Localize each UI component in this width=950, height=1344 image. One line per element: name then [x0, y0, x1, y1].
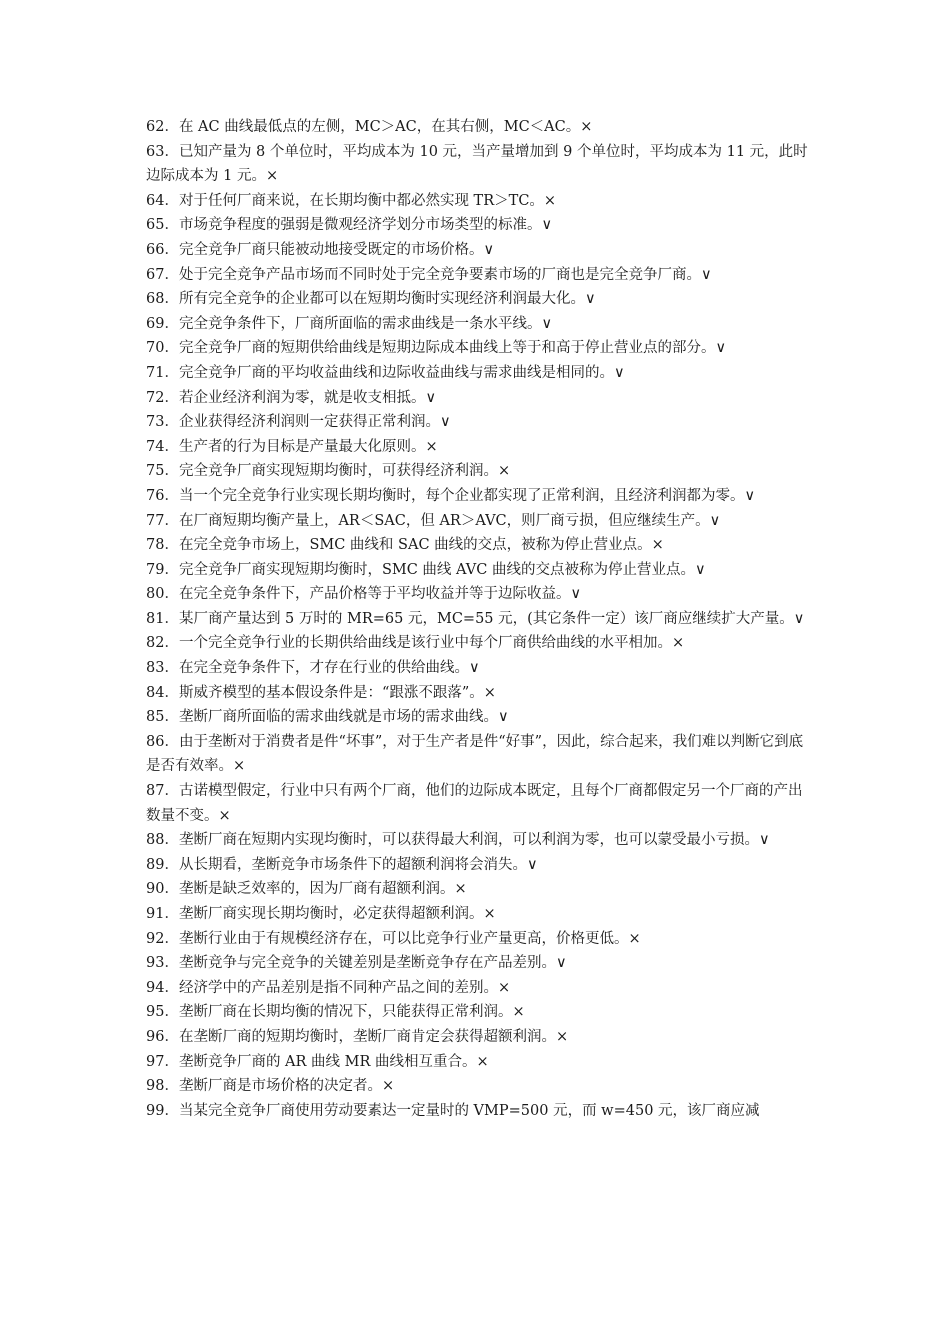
list-item-81: 81．某厂商产量达到 5 万时的 MR=65 元，MC=55 元，(其它条件一定）该厂商应继续扩大产量。∨ — [146, 610, 805, 627]
list-item-82: 82．一个完全竞争行业的长期供给曲线是该行业中每个厂商供给曲线的水平相加。× — [146, 635, 685, 652]
list-item-65: 65．市场竞争程度的强弱是微观经济学划分市场类型的标准。∨ — [146, 217, 553, 234]
list-item-78: 78．在完全竞争市场上，SMC 曲线和 SAC 曲线的交点，被称为停止营业点。× — [146, 537, 664, 554]
list-item-86: 86．由于垄断对于消费者是件“坏事”，对于生产者是件“好事”，因此，综合起来，我们难以判断它到底是否有效率。× — [146, 733, 804, 775]
list-item-88: 88．垄断厂商在短期内实现均衡时，可以获得最大利润，可以利润为零，也可以蒙受最小亏损。∨ — [146, 832, 770, 849]
list-item-63: 63．已知产量为 8 个单位时，平均成本为 10 元，当产量增加到 9 个单位时，平均成本为 11 元，此时边际成本为 1 元。× — [146, 143, 808, 185]
question-list — [146, 115, 812, 1123]
list-item-83: 83．在完全竞争条件下，才存在行业的供给曲线。∨ — [146, 660, 480, 677]
list-item-93: 93．垄断竞争与完全竞争的关键差别是垄断竞争存在产品差别。∨ — [146, 955, 567, 972]
list-item-70: 70．完全竞争厂商的短期供给曲线是短期边际成本曲线上等于和高于停止营业点的部分。∨ — [146, 340, 727, 357]
list-item-89: 89．从长期看，垄断竞争市场条件下的超额利润将会消失。∨ — [146, 856, 538, 873]
list-item-84: 84．斯威齐模型的基本假设条件是：“跟涨不跟落”。× — [146, 684, 496, 701]
list-item-91: 91．垄断厂商实现长期均衡时，必定获得超额利润。× — [146, 906, 496, 922]
list-item-85: 85．垄断厂商所面临的需求曲线就是市场的需求曲线。∨ — [146, 709, 509, 726]
list-item-64: 64．对于任何厂商来说，在长期均衡中都必然实现 TR＞TC。× — [146, 192, 557, 209]
list-item-79: 79．完全竞争厂商实现短期均衡时，SMC 曲线 AVC 曲线的交点被称为停止营业点。∨ — [146, 561, 706, 578]
list-item-69: 69．完全竞争条件下，厂商所面临的需求曲线是一条水平线。∨ — [146, 315, 553, 332]
list-item-92: 92．垄断行业由于有规模经济存在，可以比竞争行业产量更高，价格更低。× — [146, 930, 641, 947]
list-item-76: 76．当一个完全竞争行业实现长期均衡时，每个企业都实现了正常利润，且经济利润都为零。∨ — [146, 487, 756, 504]
list-item-90: 90．垄断是缺乏效率的，因为厂商有超额利润。× — [146, 881, 467, 898]
list-item-68: 68．所有完全竞争的企业都可以在短期均衡时实现经济利润最大化。∨ — [146, 291, 596, 308]
list-item-96: 96．在垄断厂商的短期均衡时，垄断厂商肯定会获得超额利润。× — [146, 1028, 569, 1045]
list-item-73: 73．企业获得经济利润则一定获得正常利润。∨ — [146, 414, 451, 431]
list-item-95: 95．垄断厂商在长期均衡的情况下，只能获得正常利润。× — [146, 1004, 525, 1021]
list-item-98: 98．垄断厂商是市场价格的决定者。× — [146, 1078, 395, 1095]
list-item-80: 80．在完全竞争条件下，产品价格等于平均收益并等于边际收益。∨ — [146, 586, 582, 603]
list-item-67: 67．处于完全竞争产品市场而不同时处于完全竞争要素市场的厂商也是完全竞争厂商。∨ — [146, 266, 712, 283]
list-item-72: 72．若企业经济利润为零，就是收支相抵。∨ — [146, 389, 437, 406]
list-item-75: 75．完全竞争厂商实现短期均衡时，可获得经济利润。× — [146, 463, 511, 480]
list-item-66: 66．完全竞争厂商只能被动地接受既定的市场价格。∨ — [146, 241, 495, 258]
list-item-99: 99．当某完全竞争厂商使用劳动要素达一定量时的 VMP=500 元，而 w=450 元，该厂商应减 — [146, 1102, 760, 1119]
list-item-74: 74．生产者的行为目标是产量最大化原则。× — [146, 438, 438, 455]
list-item-94: 94．经济学中的产品差别是指不同种产品之间的差别。× — [146, 979, 511, 996]
list-item-97: 97．垄断竞争厂商的 AR 曲线 MR 曲线相互重合。× — [146, 1053, 489, 1070]
list-item-62: 62．在 AC 曲线最低点的左侧，MC＞AC，在其右侧，MC＜AC。× — [146, 119, 593, 135]
list-item-87: 87．古诺模型假定，行业中只有两个厂商，他们的边际成本既定，且每个厂商都假定另一个厂商的产出数量不变。× — [146, 783, 803, 824]
list-item-77: 77．在厂商短期均衡产量上，AR＜SAC，但 AR＞AVC，则厂商亏损，但应继续生产。∨ — [146, 512, 721, 529]
list-item-71: 71．完全竞争厂商的平均收益曲线和边际收益曲线与需求曲线是相同的。∨ — [146, 364, 625, 381]
